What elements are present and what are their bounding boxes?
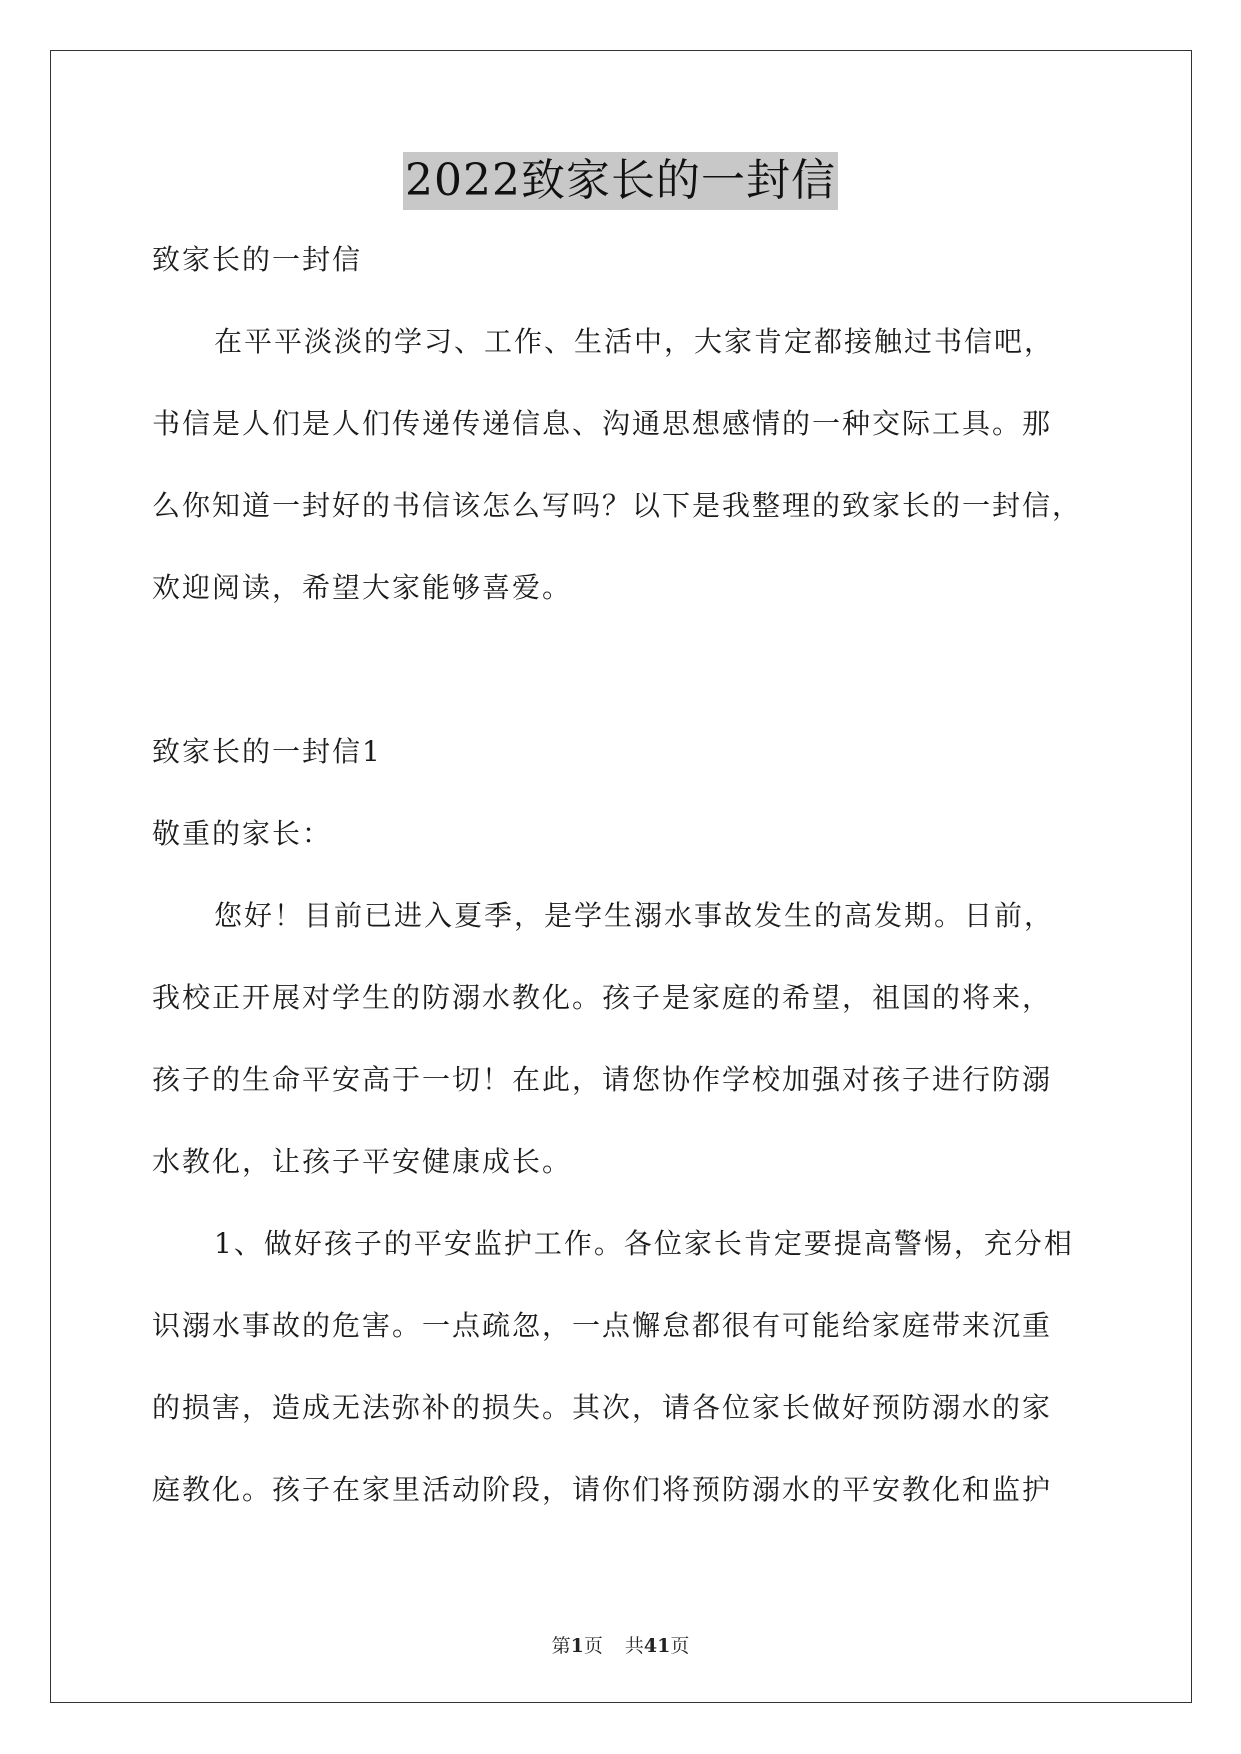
text-line: 致家长的一封信 (152, 243, 363, 276)
text-line: 在平平淡淡的学习、工作、生活中，大家肯定都接触过书信吧， (214, 325, 1055, 358)
text-line: 1、做好孩子的平安监护工作。各位家长肯定要提高警惕，充分相 (214, 1227, 1074, 1260)
document-body (152, 236, 1092, 1548)
page-number: 1 (570, 1635, 584, 1657)
text-line: 么你知道一封好的书信该怎么写吗？以下是我整理的致家长的一封信， (152, 489, 1083, 522)
page-footer (0, 1631, 1241, 1658)
page-prefix: 第 (551, 1635, 571, 1657)
text-line: 您好！目前已进入夏季，是学生溺水事故发生的高发期。日前， (214, 899, 1055, 932)
text-line: 识溺水事故的危害。一点疏忽，一点懈怠都很有可能给家庭带来沉重 (152, 1309, 1053, 1342)
document-title: 2022致家长的一封信 (403, 152, 838, 210)
page-suffix: 页 (583, 1635, 603, 1657)
text-line: 敬重的家长： (152, 817, 333, 850)
text-line: 欢迎阅读，希望大家能够喜爱。 (152, 571, 573, 604)
text-line: 孩子的生命平安高于一切！在此，请您协作学校加强对孩子进行防溺 (152, 1063, 1053, 1096)
text-line: 我校正开展对学生的防溺水教化。孩子是家庭的希望，祖国的将来， (152, 981, 1053, 1014)
total-prefix: 共 (624, 1635, 644, 1657)
text-line: 书信是人们是人们传递传递信息、沟通思想感情的一种交际工具。那 (152, 407, 1053, 440)
total-pages: 41 (643, 1635, 671, 1657)
total-suffix: 页 (670, 1635, 690, 1657)
title-container (0, 152, 1241, 210)
blank-line (152, 646, 1092, 728)
text-line: 致家长的一封信1 (152, 735, 382, 768)
text-line: 水教化，让孩子平安健康成长。 (152, 1145, 573, 1178)
text-line: 的损害，造成无法弥补的损失。其次，请各位家长做好预防溺水的家 (152, 1391, 1053, 1424)
text-line: 庭教化。孩子在家里活动阶段，请你们将预防溺水的平安教化和监护 (152, 1473, 1053, 1506)
